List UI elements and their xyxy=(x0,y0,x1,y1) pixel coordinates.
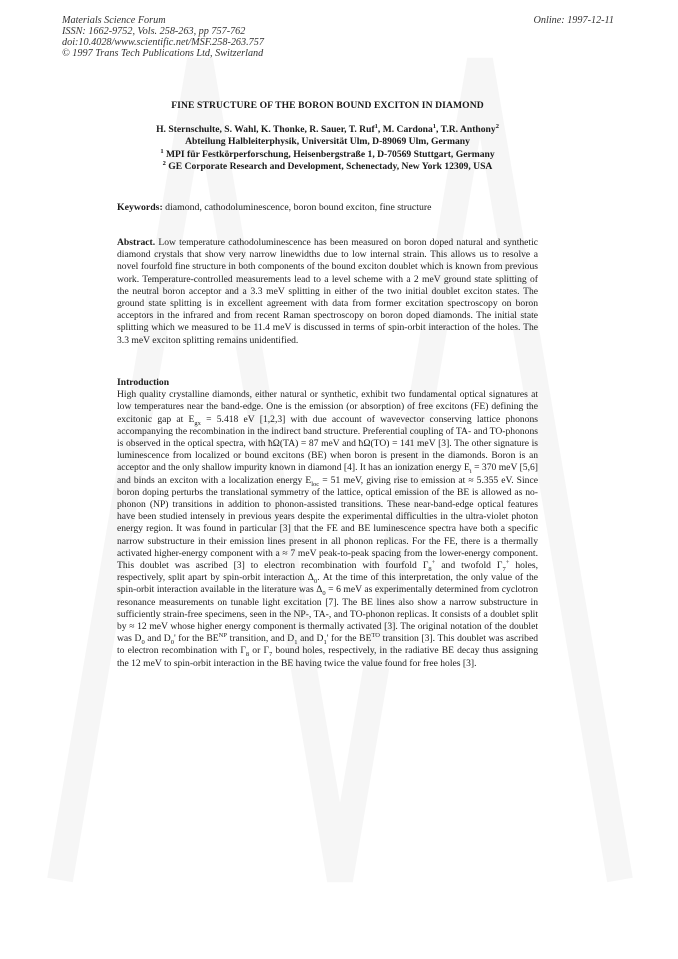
keywords-label: Keywords: xyxy=(117,202,163,213)
affiliation-main: Abteilung Halbleiterphysik, Universität Ulm, D-89069 Ulm, Germany xyxy=(185,136,470,148)
journal-header xyxy=(62,15,264,59)
abstract-label: Abstract. xyxy=(117,237,156,248)
issn-line: ISSN: 1662-9752, Vols. 258-263, pp 757-762 xyxy=(62,26,246,37)
paper-title: FINE STRUCTURE OF THE BORON BOUND EXCITON IN DIAMOND xyxy=(171,100,484,111)
journal-name: Materials Science Forum xyxy=(62,15,166,26)
introduction-heading: Introduction xyxy=(117,377,170,388)
affiliation-1: $^1$ MPI für Festkörperforschung, Heisenbergstraße 1, D-70569 Stuttgart, Germany xyxy=(160,147,495,160)
doi-line[interactable]: doi:10.4028/www.scientific.net/MSF.258-263.757 xyxy=(62,37,264,48)
author-list: H. Sternschulte, S. Wahl, K. Thonke, R. Sauer, T. Ruf$^1$, M. Cardona$^1$, T.R. Anthony$^2$ xyxy=(156,122,499,135)
copyright-line: © 1997 Trans Tech Publications Ltd, Switzerland xyxy=(62,48,264,59)
introduction-section xyxy=(117,377,538,670)
author-block xyxy=(117,124,538,174)
online-date: Online: 1997-12-11 xyxy=(533,15,614,26)
abstract xyxy=(117,237,538,347)
introduction-paragraph: High quality crystalline diamonds, either natural or synthetic, exhibit two fundamental optical signatures at low temperatures near the band-edge. One is the emission (or absorption) of free excitons (FE) defining the excitonic gap at $E_{gx} = 5.418$ eV [1,2,3] with due account of wavevector conserving lattice phonons accompanying the recombination in the indirect band structure. Preferential coupling of TA- and TO-phonons is observed in the optical spectra, with ħΩ(TA) = 87 meV and ħΩ(TO) = 141 meV [3]. The other signature is luminescence from localized or bound excitons (BE) when boron is present in the diamonds. Boron is an acceptor and the only shallow impurity known in diamond [4]. It has an ionization energy $E_i = 370$ meV [5,6] and binds an exciton with a localization energy $E_{loc} = 51$ meV, giving rise to emission at ≈ 5.355 eV. Since boron doping perturbs the translational symmetry of the lattice, optical emission of the BE is allowed as no-phonon (NP) transitions in addition to phonon-assisted transitions. These near-band-edge optical features have been studied intensely in previous years despite the experimental difficulties in the ultra-violet photon energy region. It was found in particular [3] that the FE and BE luminescence spectra have both a specific narrow substructure in their emission lines present in all phonon replicas. For the FE, there is a thermally activated higher-energy component with a ≈ 7 meV peak-to-peak spacing from the lower-energy component. This doublet was ascribed [3] to electron recombination with fourfold $\Gamma_8^+$ and twofold $\Gamma_7^+$ holes, respectively, split apart by spin-orbit interaction $\Delta_0$. At the time of this interpretation, the only value of the spin-orbit interaction available in the literature was $\Delta_0 = 6$ meV as experimentally determined from cyclotron resonance measurements on tunable light excitation [7]. The BE lines also show a narrow substructure in sufficiently strain-free specimens, seen in the NP-, TA-, and TO-phonon replicas. It consists of a doublet split by ≈ 12 meV whose higher energy component is thermally activated [3]. The original notation of the doublet was $D_0$ and $D_0'$ for the $BE^{NP}$ transition, and $D_1$ and $D_1'$ for the $BE^{TO}$ transition [3]. This doublet was ascribed to electron recombination with $\Gamma_8$ or $\Gamma_7$ bound holes, respectively, in the radiative BE decay thus assigning the 12 meV to spin-orbit interaction in the BE having twice the value found for free holes [3]. xyxy=(117,389,539,669)
keywords xyxy=(117,202,538,213)
keywords-text: diamond, cathodoluminescence, boron bound exciton, fine structure xyxy=(165,202,432,213)
abstract-text: Low temperature cathodoluminescence has been measured on boron doped natural and synthetic diamond crystals that show very narrow linewidths due to low internal strain. This allows us to resolve a novel fourfold fine structure in both components of the bound exciton doublet which is known from previous work. Temperature-controlled measurements lead to a level scheme with a 2 meV ground state splitting of the neutral boron acceptor and a 3.3 meV splitting in either of the two initial doublet exciton states. The ground state splitting is in excellent agreement with data from former excitation spectroscopy on boron acceptors in the infrared and from recent Raman spectroscopy on boron doped diamonds. The initial state splitting which we measured to be 11.4 meV is discussed in terms of spin-orbit interaction of the holes. The 3.3 meV exciton splitting remains unidentified. xyxy=(117,237,538,346)
affiliation-2: $^2$ GE Corporate Research and Development, Schenectady, New York 12309, USA xyxy=(162,160,493,173)
